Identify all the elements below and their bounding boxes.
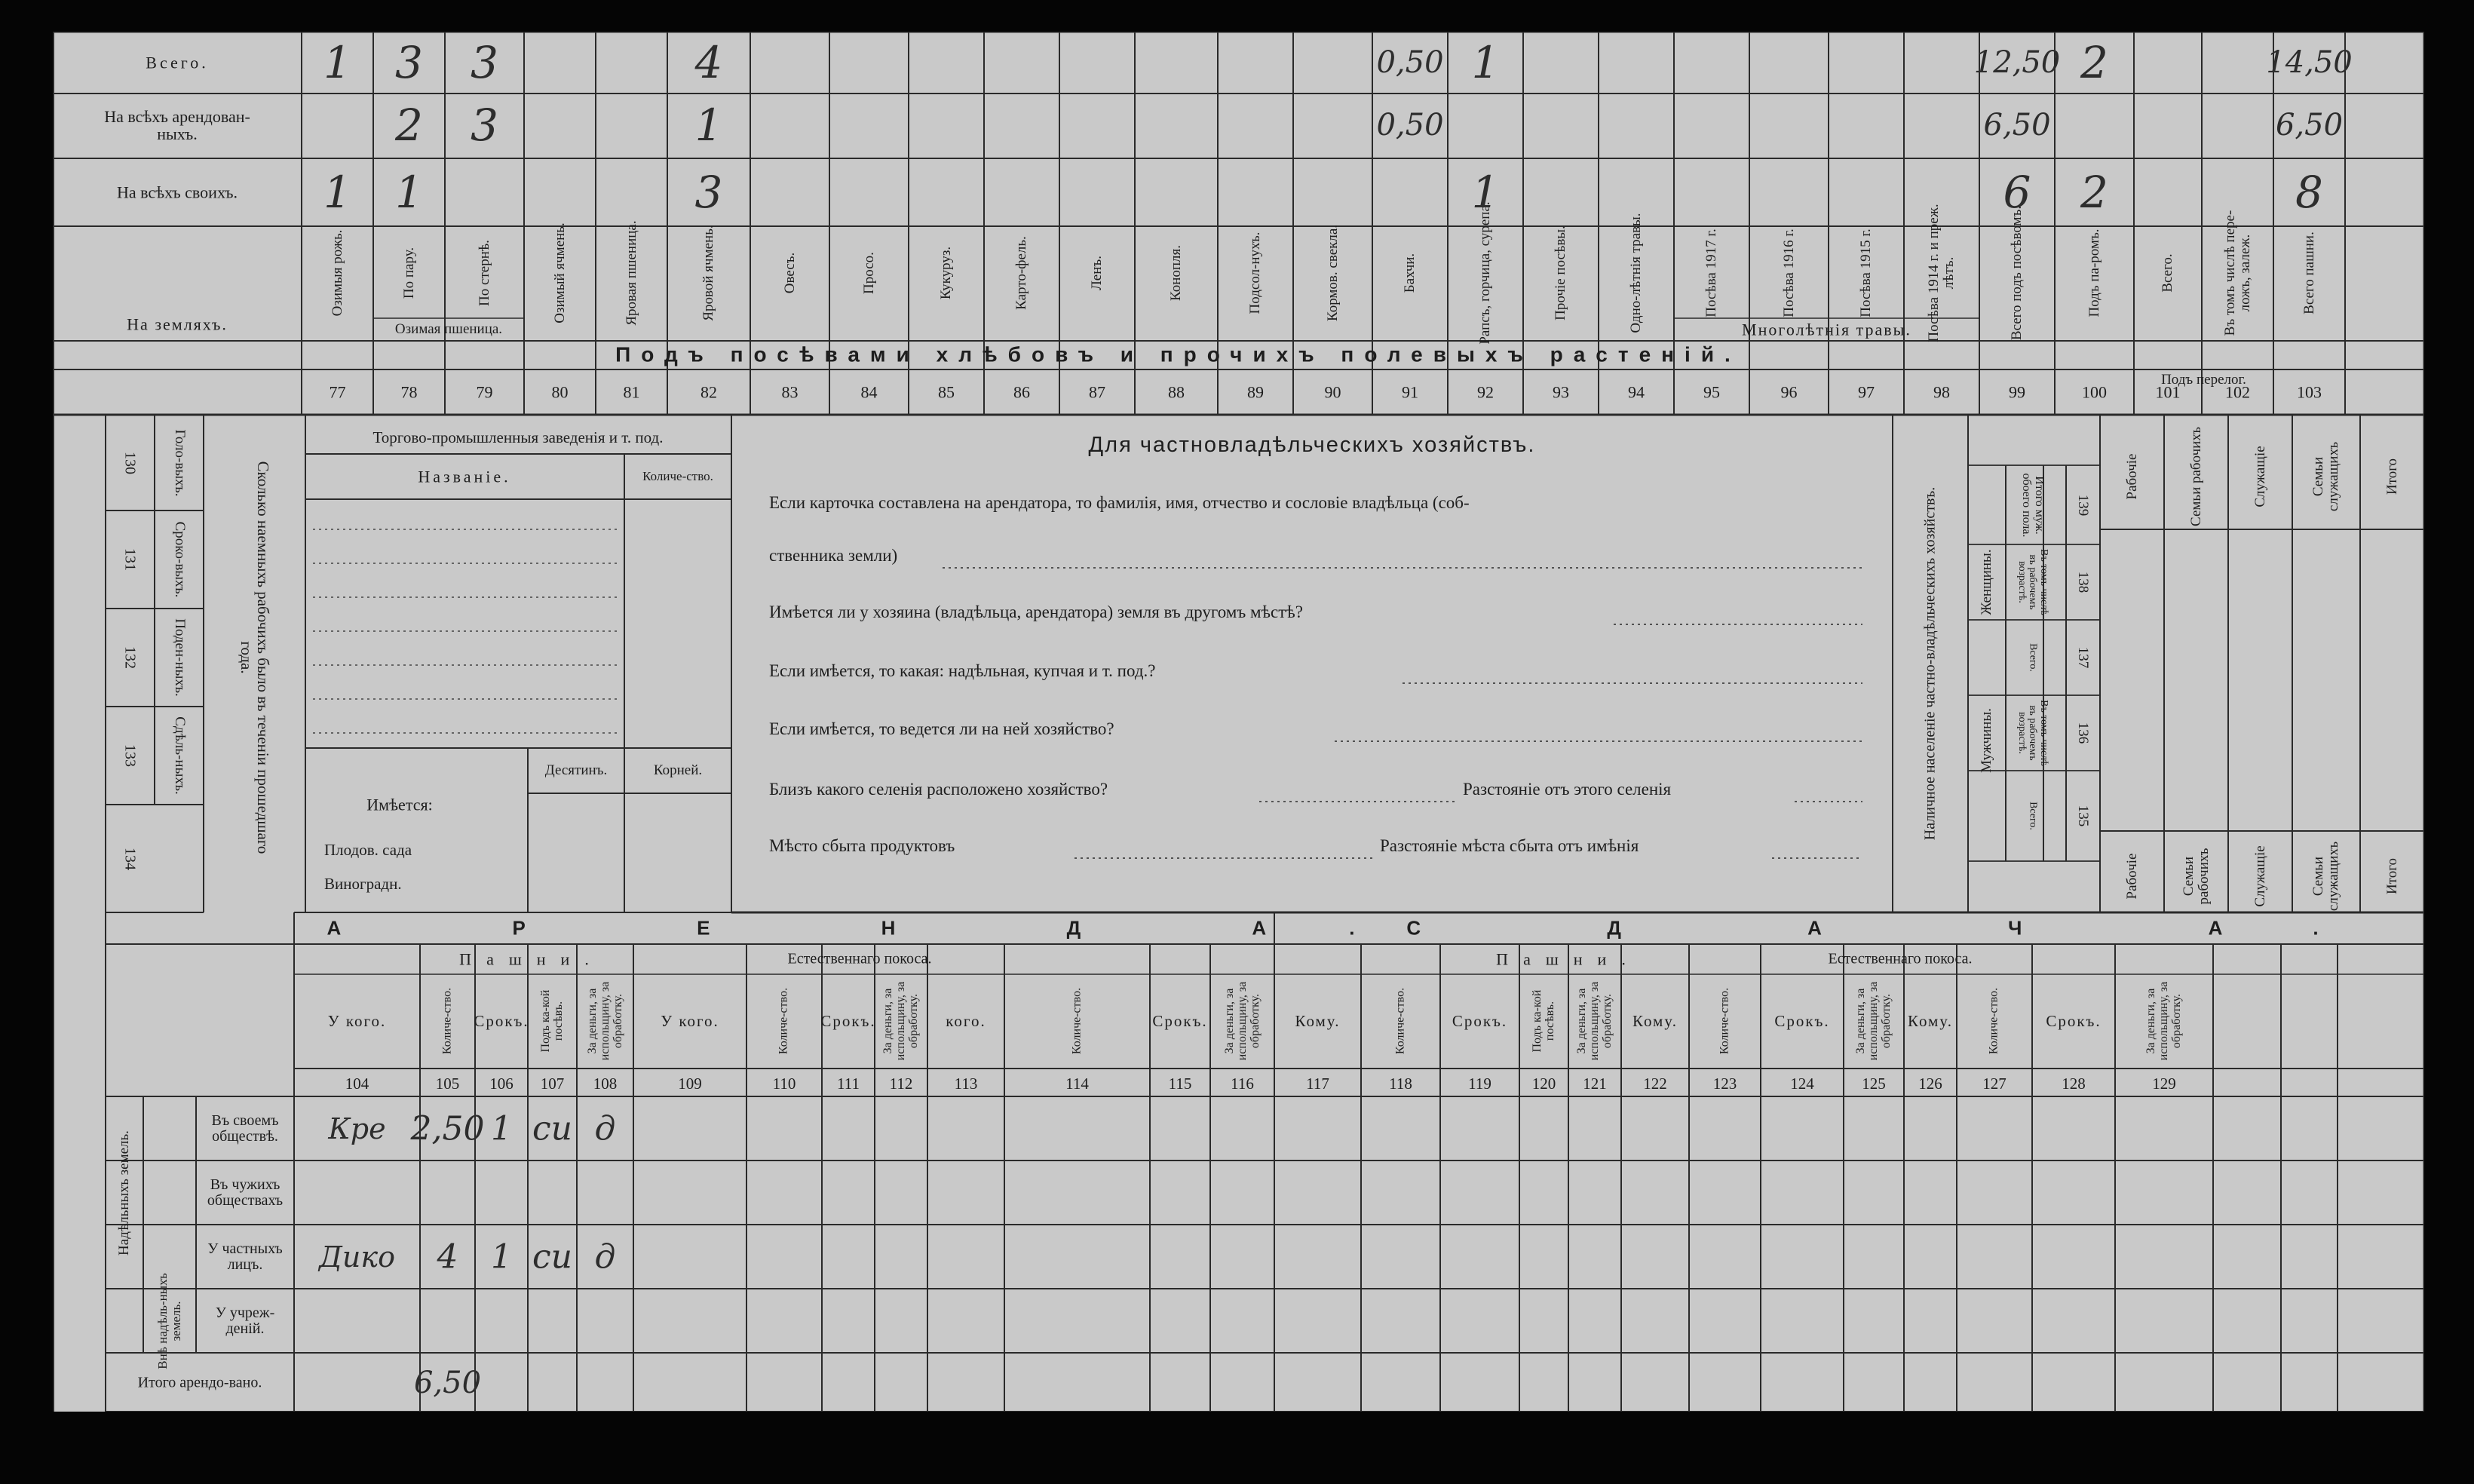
- top-col-number: 103: [2297, 382, 2322, 402]
- handwritten-value: 6,50: [2275, 108, 2344, 143]
- top-col-number: 80: [551, 382, 569, 402]
- bottom-col-header: Количе-ство.: [1070, 987, 1084, 1055]
- stock-col-header: Сдѣль-ныхъ.: [171, 716, 188, 795]
- bottom-col-header: За деньги, за испольщину, за обработку.: [1574, 981, 1614, 1061]
- handwritten-value: 3: [395, 37, 423, 88]
- top-col-header: Кукуруз.: [938, 246, 955, 300]
- right-col-header-top: Рабочiе: [2123, 453, 2140, 500]
- bottom-col-number: 125: [1862, 1074, 1886, 1093]
- bottom-col-header: Кому.: [1632, 1011, 1678, 1030]
- group-label-perelog: Подъ перелог.: [2161, 372, 2246, 388]
- women-label: Женщины.: [1979, 549, 1995, 615]
- desyat-header: Десятинъ.: [544, 762, 608, 779]
- handwritten-value: д: [594, 1109, 616, 1148]
- korney-header: Корней.: [653, 762, 703, 779]
- row-institutions: У учреж-денiй.: [215, 1305, 275, 1337]
- bottom-col-header: Количе-ство.: [1987, 987, 2000, 1055]
- top-col-header: Яровой ячмень.: [701, 225, 717, 321]
- bottom-col-header: За деньги, за испольщину, за обработку.: [2144, 981, 2183, 1061]
- bottom-col-number: 129: [2152, 1074, 2176, 1093]
- handwritten-value: 1: [323, 37, 351, 88]
- top-col-header: Овесъ.: [781, 252, 798, 294]
- top-col-number: 100: [2082, 382, 2107, 402]
- bottom-col-number: 104: [345, 1074, 369, 1093]
- top-col-header: Яровая пшеница.: [623, 220, 639, 326]
- stock-col-number: 134: [121, 847, 139, 870]
- bottom-col-number: 123: [1712, 1074, 1737, 1093]
- bottom-col-number: 110: [772, 1074, 796, 1093]
- top-col-header: По пару.: [400, 247, 417, 299]
- question-q6a: Мѣсто сбыта продуктовъ: [769, 836, 955, 855]
- handwritten-value: 1: [1471, 37, 1500, 88]
- top-col-header: Рапсъ, горчица, сурепа.: [1477, 201, 1494, 345]
- top-col-header: Озимый ячмень.: [551, 222, 568, 323]
- top-col-header: Одно-лѣтнiя травы.: [1628, 213, 1645, 333]
- row-label-on-lands: На земляхъ.: [127, 314, 228, 334]
- bottom-col-header: Кому.: [1295, 1011, 1341, 1030]
- bottom-col-number: 116: [1231, 1074, 1254, 1093]
- bottom-col-number: 111: [837, 1074, 860, 1093]
- handwritten-value: 4: [437, 1237, 458, 1277]
- top-col-number: 83: [781, 382, 799, 402]
- bottom-col-header: За деньги, за испольщину, за обработку.: [585, 981, 624, 1061]
- bottom-col-number: 105: [435, 1074, 460, 1093]
- top-col-header: Посѣва 1915 г.: [1858, 228, 1875, 317]
- question-q4: Если имѣется, то ведется ли на ней хозяйство?: [769, 719, 1114, 738]
- bottom-col-header: Количе-ство.: [440, 987, 454, 1055]
- bottom-col-header: За деньги, за испольщину, за обработку.: [1853, 981, 1893, 1061]
- bottom-col-number: 109: [678, 1074, 702, 1093]
- question-q1a: Если карточка составлена на арендатора, то фамилiя, имя, отчество и сословiе владѣльца (соб-: [769, 492, 1470, 512]
- top-col-number: 102: [2225, 382, 2250, 402]
- pop-col-header: Всего.: [2027, 802, 2039, 830]
- handwritten-value: 4: [694, 37, 723, 88]
- bottom-col-number: 112: [889, 1074, 913, 1093]
- row-foreign-society: Въ чужихъ обществахъ: [207, 1176, 284, 1209]
- pashni-label-sdacha: Пашни.: [1496, 949, 1641, 969]
- top-col-number: 78: [400, 382, 418, 402]
- bottom-col-header: Срокъ.: [1452, 1011, 1508, 1030]
- top-col-header: Всего.: [2160, 253, 2176, 293]
- private-title: Для частновладѣльческихъ хозяйствъ.: [1088, 432, 1536, 457]
- row-total-rented: Итого арендо-вано.: [137, 1374, 262, 1391]
- stock-col-header: Поден-ныхъ.: [171, 618, 188, 697]
- handwritten-value: 1: [395, 167, 423, 218]
- bottom-col-number: 117: [1306, 1074, 1329, 1093]
- right-col-header-top: Итого: [2384, 458, 2400, 495]
- top-col-header: Всего пашни.: [2301, 231, 2317, 314]
- bottom-col-header: Подъ ка-кой посѣвъ.: [1530, 989, 1556, 1053]
- handwritten-value: 1: [694, 100, 723, 151]
- handwritten-value: 2: [2080, 37, 2108, 88]
- top-col-header: Ленъ.: [1089, 256, 1105, 290]
- top-col-header: Прочiе посѣвы.: [1553, 225, 1569, 320]
- top-col-header: Посѣва 1917 г.: [1703, 228, 1720, 317]
- handwritten-value: 1: [323, 167, 351, 218]
- bottom-col-header: Срокъ.: [820, 1011, 876, 1030]
- top-col-number: 98: [1933, 382, 1950, 402]
- pop-col-number: 136: [2074, 722, 2091, 744]
- top-col-header: Озимыя рожь.: [329, 229, 345, 317]
- question-q2: Имѣется ли у хозяина (владѣльца, арендатора) земля въ другомъ мѣстѣ?: [769, 602, 1303, 621]
- handwritten-value: 8: [2295, 167, 2323, 218]
- bottom-col-number: 128: [2062, 1074, 2086, 1093]
- stock-col-number: 130: [121, 451, 139, 474]
- top-col-header: Въ томъ числѣ пере-ложъ, залеж.: [2221, 210, 2253, 336]
- top-col-number: 97: [1858, 382, 1875, 402]
- top-col-header: Просо.: [860, 252, 877, 294]
- population-label: Наличное населенiе частно-владѣльческихъ хозяйствъ.: [1921, 486, 1939, 841]
- pop-col-number: 135: [2074, 805, 2091, 827]
- bottom-col-number: 114: [1065, 1074, 1089, 1093]
- bottom-col-header: Кому.: [1908, 1011, 1953, 1030]
- garden-label: Плодов. сада: [324, 840, 412, 859]
- bottom-col-number: 127: [1982, 1074, 2006, 1093]
- trade-qty-header: Количе-ство.: [642, 469, 713, 484]
- vne-nadel-label: Внѣ надѣль-ныхъ земель.: [155, 1273, 183, 1369]
- arenda-title: А Р Е Н Д А.: [326, 916, 1438, 940]
- top-col-number: 94: [1628, 382, 1645, 402]
- right-col-header-bottom: Служащiе: [2252, 845, 2268, 907]
- top-col-number: 86: [1013, 382, 1030, 402]
- pop-col-header: Въ томъ числѣ въ рабочемъ возрастѣ.: [2016, 549, 2050, 615]
- band-posevy: Подъ посѣвами хлѣбовъ и прочихъ полевыхъ растенiй.: [615, 342, 1741, 366]
- top-col-header: Подъ па-ромъ.: [2086, 228, 2102, 317]
- handwritten-value: 3: [471, 100, 498, 151]
- pop-col-number: 139: [2074, 494, 2091, 516]
- stock-col-header: Голо-выхъ.: [171, 429, 188, 496]
- question-q6b: Разстоянiе мѣста сбыта отъ имѣнiя: [1380, 836, 1639, 855]
- trade-title: Торгово-промышленныя заведенiя и т. под.: [372, 428, 664, 446]
- question-q3: Если имѣется, то какая: надѣльная, купчая и т. под.?: [769, 661, 1156, 680]
- top-col-number: 82: [701, 382, 717, 402]
- top-col-number: 77: [329, 382, 346, 402]
- right-col-header-bottom: Итого: [2384, 857, 2400, 895]
- handwritten-value: 2: [2080, 167, 2108, 218]
- question-q5a: Близъ какого селенiя расположено хозяйство?: [769, 779, 1108, 799]
- top-col-header: Бахчи.: [1402, 253, 1418, 293]
- pashni-label-arenda: Пашни.: [459, 949, 604, 969]
- handwritten-value: 2: [395, 100, 423, 151]
- top-col-number: 99: [2009, 382, 2025, 402]
- top-col-number: 85: [938, 382, 955, 402]
- bottom-col-header: За деньги, за испольщину, за обработку.: [881, 981, 920, 1061]
- pop-col-header: Въ томъ числѣ въ рабочемъ возрастѣ.: [2016, 700, 2050, 766]
- handwritten-value: 6,50: [1983, 108, 2051, 143]
- row-label-rented: На всѣхъ арендован-ныхъ.: [104, 106, 250, 143]
- handwritten-value: 1: [491, 1237, 512, 1277]
- bottom-col-number: 107: [540, 1074, 565, 1093]
- row-own-society: Въ своемъ обществѣ.: [211, 1112, 279, 1145]
- row-label-own: На всѣхъ своихъ.: [117, 182, 238, 202]
- bottom-col-header: Количе-ство.: [1718, 987, 1731, 1055]
- handwritten-value: д: [594, 1237, 616, 1277]
- top-col-number: 91: [1402, 382, 1418, 402]
- trade-name-header: Названiе.: [418, 467, 511, 486]
- nadel-label: Надѣльныхъ земель.: [116, 1130, 133, 1256]
- bottom-col-number: 124: [1790, 1074, 1814, 1093]
- right-col-header-bottom: Рабочiе: [2123, 853, 2140, 900]
- pop-col-number: 137: [2074, 646, 2091, 669]
- bottom-col-number: 126: [1918, 1074, 1942, 1093]
- bottom-col-number: 115: [1168, 1074, 1192, 1093]
- handwritten-value: 6: [2003, 167, 2031, 218]
- handwritten-total: 6,50: [413, 1366, 482, 1400]
- men-label: Мужчины.: [1979, 708, 1995, 773]
- handwritten-value: 1: [491, 1109, 512, 1148]
- bottom-col-number: 113: [954, 1074, 978, 1093]
- top-col-number: 93: [1553, 382, 1569, 402]
- top-col-number: 81: [623, 382, 640, 402]
- bottom-col-header: Количе-ство.: [1393, 987, 1407, 1055]
- right-col-header-bottom: Семьи рабочихъ: [2180, 848, 2212, 905]
- bottom-col-header: Подъ ка-кой посѣвъ.: [538, 989, 565, 1053]
- top-col-number: 90: [1324, 382, 1341, 402]
- top-col-number: 95: [1703, 382, 1720, 402]
- top-col-number: 88: [1168, 382, 1185, 402]
- pokos-label-sdacha: Естественнаго покоса.: [1828, 950, 1973, 967]
- top-col-number: 89: [1247, 382, 1264, 402]
- vineyard-label: Виноградн.: [324, 874, 402, 893]
- pokos-label-arenda: Естественнаго покоса.: [787, 950, 932, 967]
- sdacha-title: С Д А Ч А.: [1406, 916, 2409, 940]
- bottom-col-header: кого.: [946, 1011, 986, 1030]
- question-q5b: Разстоянiе отъ этого селенiя: [1463, 779, 1672, 799]
- handwritten-value: 3: [471, 37, 498, 88]
- bottom-col-number: 119: [1468, 1074, 1491, 1093]
- handwritten-value: 1: [1471, 167, 1500, 218]
- hired-workers-label: Сколько наемныхъ рабочихъ было въ теченiи прошедшаго года.: [238, 461, 273, 854]
- pop-col-header: Всего.: [2027, 643, 2039, 672]
- group-label-mnogolet: Многолѣтнiя травы.: [1742, 320, 1911, 339]
- bottom-col-number: 120: [1531, 1074, 1556, 1093]
- top-col-header: Карто-фель.: [1013, 236, 1030, 310]
- top-col-header: По стернѣ.: [476, 240, 492, 306]
- handwritten-value: 0,50: [1376, 108, 1444, 143]
- bottom-col-header: У кого.: [661, 1011, 719, 1030]
- row-label-total: Всего.: [146, 53, 209, 72]
- census-card-sheet: [53, 32, 2424, 1412]
- top-col-header: Кормов. свекла.: [1324, 224, 1341, 322]
- top-col-header: Подсол-нухъ.: [1247, 231, 1264, 314]
- bottom-col-number: 122: [1643, 1074, 1667, 1093]
- row-private-persons: У частныхъ лицъ.: [207, 1240, 283, 1273]
- top-col-header: Посѣва 1914 г. и преж. лѣтъ.: [1926, 204, 1957, 342]
- right-col-header-top: Семьи служащихъ: [2310, 441, 2341, 512]
- handwritten-value: 2,50: [410, 1109, 485, 1148]
- bottom-col-header: У кого.: [327, 1011, 387, 1030]
- handwritten-value: си: [532, 1237, 572, 1277]
- top-col-number: 87: [1089, 382, 1105, 402]
- pop-col-number: 138: [2074, 571, 2091, 593]
- bottom-col-number: 106: [489, 1074, 514, 1093]
- handwritten-value: Кре: [328, 1112, 386, 1145]
- handwritten-value: 12,50: [1973, 45, 2061, 80]
- stock-col-number: 132: [121, 646, 139, 669]
- top-col-number: 101: [2155, 382, 2181, 402]
- garden-has-label: Имѣется:: [366, 795, 433, 814]
- top-col-header: Всего подъ посѣвомъ.: [2009, 205, 2025, 341]
- handwritten-value: 0,50: [1376, 45, 1444, 80]
- top-col-number: 92: [1477, 382, 1494, 402]
- stock-col-number: 133: [121, 744, 139, 767]
- top-col-number: 79: [476, 382, 493, 402]
- handwritten-value: 3: [694, 167, 723, 218]
- bottom-col-header: Количе-ство.: [777, 987, 790, 1055]
- stock-col-number: 131: [121, 548, 139, 571]
- bottom-col-number: 108: [593, 1074, 618, 1093]
- group-label-ozimaya: Озимая пшеница.: [394, 321, 503, 338]
- right-col-header-bottom: Семьи служащихъ: [2310, 841, 2341, 912]
- handwritten-value: си: [532, 1109, 572, 1148]
- bottom-col-number: 118: [1389, 1074, 1412, 1093]
- handwritten-value: Дико: [319, 1240, 395, 1274]
- bottom-col-header: Срокъ.: [2046, 1011, 2102, 1030]
- question-q1b: ственника земли): [769, 545, 898, 565]
- top-col-header: Конопля.: [1168, 244, 1185, 302]
- handwritten-value: 14,50: [2266, 45, 2353, 80]
- stock-col-header: Сроко-выхъ.: [171, 521, 188, 598]
- total-both-label: Итого муж. обоего пола.: [2020, 473, 2046, 538]
- top-col-number: 96: [1780, 382, 1798, 402]
- top-col-header: Посѣва 1916 г.: [1780, 228, 1797, 317]
- bottom-col-header: Срокъ.: [474, 1011, 529, 1030]
- bottom-col-header: Срокъ.: [1774, 1011, 1830, 1030]
- bottom-col-header: За деньги, за испольщину, за обработку.: [1222, 981, 1261, 1061]
- right-col-header-top: Служащiе: [2252, 446, 2268, 507]
- right-col-header-top: Семьи рабочихъ: [2187, 427, 2204, 526]
- bottom-col-number: 121: [1583, 1074, 1607, 1093]
- top-col-number: 84: [860, 382, 878, 402]
- bottom-col-header: Срокъ.: [1152, 1011, 1208, 1030]
